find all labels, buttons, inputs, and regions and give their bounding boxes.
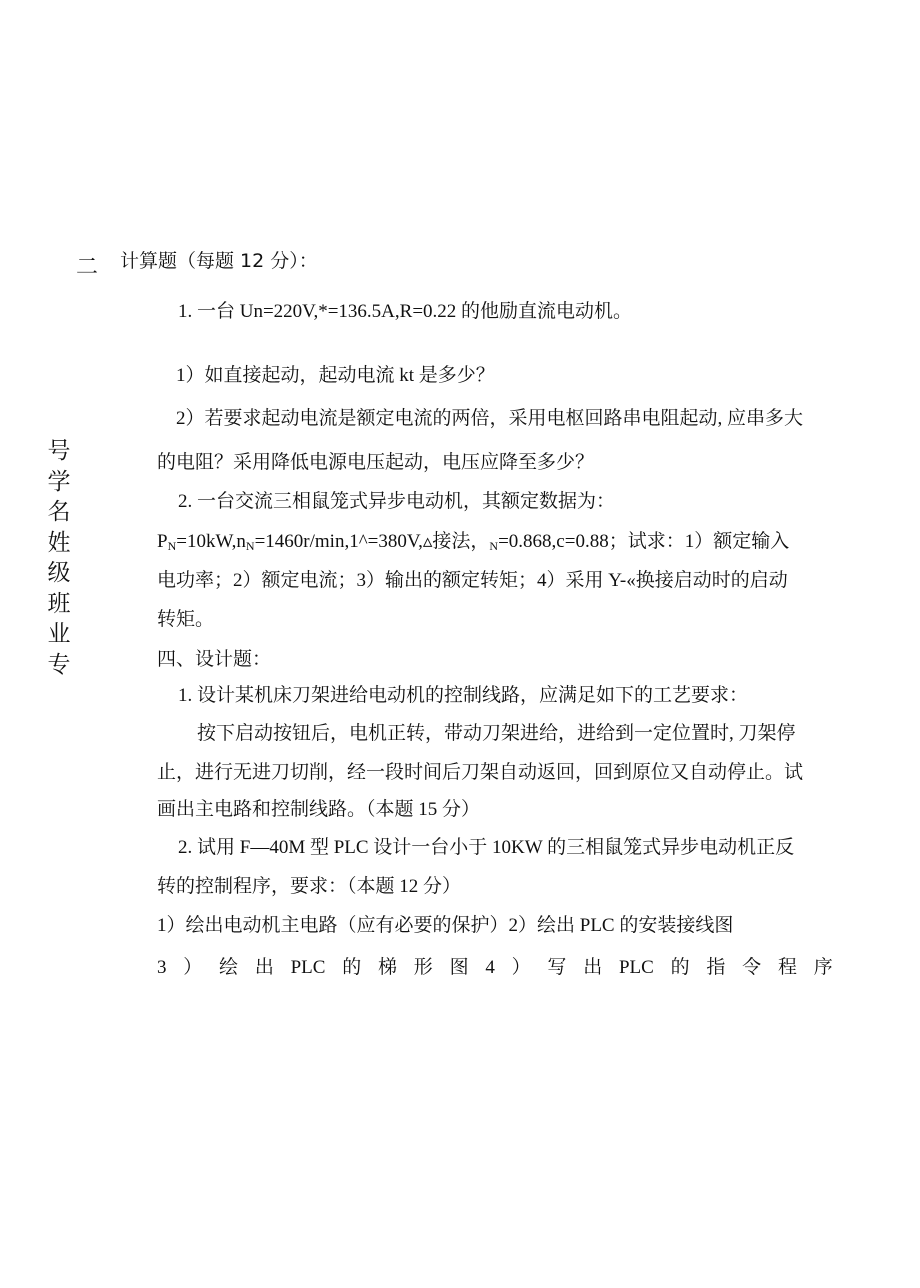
rating-p-subscript: N	[167, 539, 177, 553]
design-question-1-line3: 画出主电路和控制线路。（本题 15 分）	[157, 799, 481, 820]
design-question-1-intro: 1. 设计某机床刀架进给电动机的控制线路，应满足如下的工艺要求：	[178, 685, 749, 706]
line4-token: PLC	[290, 957, 326, 978]
line4-token: 出	[583, 957, 603, 978]
calc-question-2-intro: 2. 一台交流三相鼠笼式异步电动机，其额定数据为：	[178, 491, 616, 512]
line4-token: 的	[670, 957, 690, 978]
design-question-2-line4	[157, 956, 833, 980]
line4-token: ）	[183, 957, 203, 978]
line4-token: 3	[157, 957, 167, 978]
calc-question-1-intro: 1. 一台 Un=220V,*=136.5A,R=0.22 的他励直流电动机。	[178, 301, 633, 322]
rating-n-value: =1460r/min,1^=380V,▵接法，	[254, 531, 490, 552]
design-question-2-line1: 2. 试用 F—40M 型 PLC 设计一台小于 10KW 的三相鼠笼式异步电动机正反	[178, 837, 795, 858]
rating-eta-value: =0.868,c=0.88；试求：1）额定输入	[498, 531, 790, 552]
line4-token: 写	[547, 957, 567, 978]
line4-token: ）	[511, 957, 531, 978]
line4-token: 序	[813, 957, 833, 978]
section-marker: 二	[76, 255, 99, 280]
line4-token: 出	[254, 957, 274, 978]
design-question-1-line1: 按下启动按钮后，电机正转，带动刀架进给，进给到一定位置时, 刀架停	[197, 723, 796, 744]
calc-question-1-sub2-line2: 的电阻？采用降低电源电压起动，电压应降至多少？	[157, 452, 595, 473]
rating-p-value: =10kW,n	[176, 531, 246, 552]
line4-token: 梯	[378, 957, 398, 978]
margin-label-vertical: 号学名姓级班业专	[47, 438, 71, 678]
calc-question-2-line3: 转矩。	[157, 609, 215, 630]
rating-p-symbol: P	[157, 531, 168, 552]
rating-n-subscript: N	[245, 539, 255, 553]
calc-question-1-sub1: 1）如直接起动，起动电流 kt 是多少？	[176, 365, 495, 386]
line4-token: 程	[777, 957, 797, 978]
line4-token: 的	[342, 957, 362, 978]
line4-token: 4	[485, 957, 495, 978]
calc-question-1-sub2-line1: 2）若要求起动电流是额定电流的两倍，采用电枢回路串电阻起动, 应串多大	[176, 408, 804, 429]
line4-token: 绘	[219, 957, 239, 978]
line4-token: PLC	[618, 957, 654, 978]
line4-token: 指	[706, 957, 726, 978]
section-heading-calculation: 计算题（每题 12 分）：	[120, 250, 318, 272]
design-question-2-line2: 转的控制程序，要求：（本题 12 分）	[157, 876, 462, 897]
calc-question-2-ratings	[157, 530, 789, 558]
section-heading-design: 四、设计题：	[157, 648, 272, 670]
rating-eta-subscript: N	[489, 539, 499, 553]
calc-question-2-line2: 电功率；2）额定电流；3）输出的额定转矩；4）采用 Y-«换接启动时的启动	[157, 570, 788, 591]
line4-token: 图	[449, 957, 469, 978]
line4-token: 令	[742, 957, 762, 978]
line4-token: 形	[413, 957, 433, 978]
design-question-2-line3: 1）绘出电动机主电路（应有必要的保护）2）绘出 PLC 的安装接线图	[157, 915, 734, 936]
design-question-1-line2: 止，进行无进刀切削，经一段时间后刀架自动返回，回到原位又自动停止。试	[157, 762, 804, 783]
